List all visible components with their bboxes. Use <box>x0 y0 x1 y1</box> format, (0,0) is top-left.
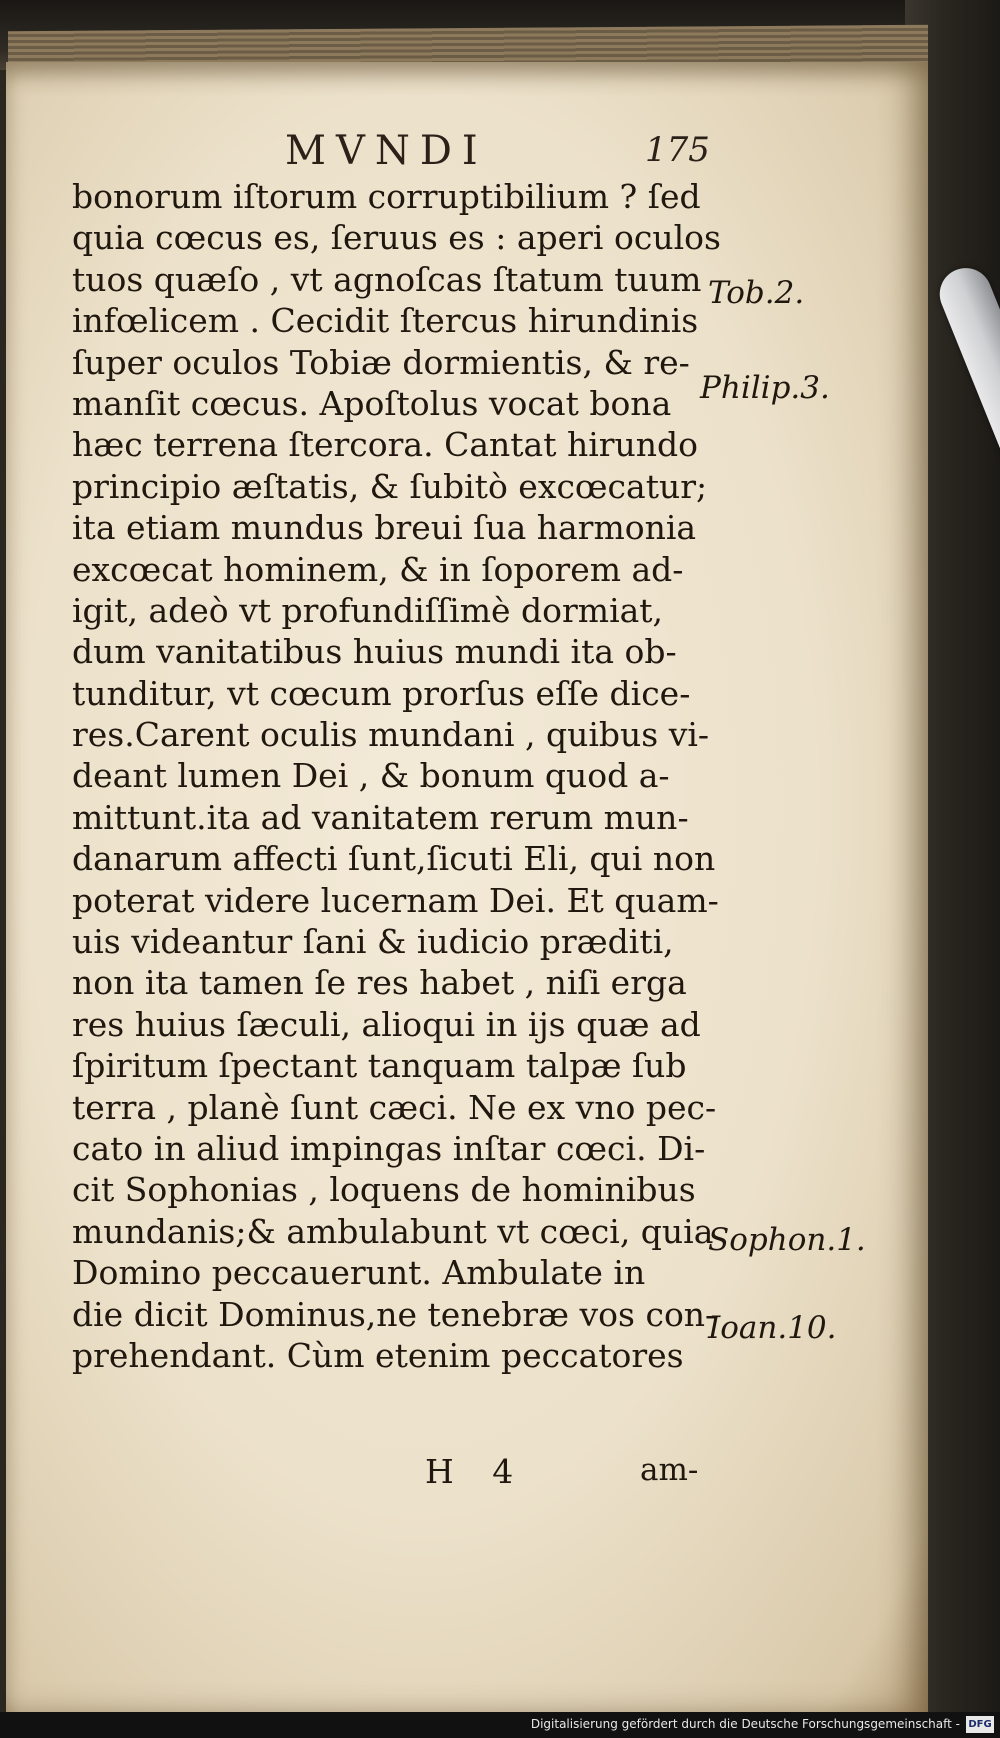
catchword: am- <box>640 1452 699 1488</box>
text-line: infœlicem . Cecidit ſtercus hirundinis <box>72 301 699 341</box>
signature-mark: H 4 <box>425 1452 528 1491</box>
margin-note-philip: Philip.3. <box>700 370 830 406</box>
margin-note-sophon: Sophon.1. <box>708 1222 866 1258</box>
credit-text: Digitalisierung gefördert durch die Deutsche Forschungsgemeinschaft - <box>530 1717 960 1731</box>
text-line: deant lumen Dei , & bonum quod a- <box>72 756 670 796</box>
text-line: mittunt.ita ad vanitatem rerum mun- <box>72 797 689 837</box>
text-line: hæc terrena ſtercora. Cantat hirundo <box>72 425 699 465</box>
text-line: cit Sophonias , loquens de hominibus <box>72 1170 696 1210</box>
text-line: prehendant. Cùm etenim peccatores <box>72 1335 684 1375</box>
text-line: dum vanitatibus huius mundi ita ob- <box>72 632 677 672</box>
text-line: excœcat hominem, & in ſoporem ad- <box>72 549 684 589</box>
text-line: uis videantur ſani & iudicio præditi, <box>72 922 674 962</box>
text-line: terra , planè ſunt cæci. Ne ex vno pec- <box>72 1087 717 1127</box>
text-line: quia cœcus es, ſeruus es : aperi oculos <box>72 218 721 258</box>
text-line: Domino peccauerunt. Ambulate in <box>72 1253 646 1293</box>
margin-note-tob: Tob.2. <box>708 275 805 311</box>
text-line: tuos quæſo , vt agnoſcas ſtatum tuum <box>72 259 702 299</box>
text-line: bonorum iſtorum corruptibilium ? ſed <box>72 177 701 216</box>
page-number: 175 <box>645 130 710 170</box>
text-line: poterat videre lucernam Dei. Et quam- <box>72 880 719 920</box>
text-line: ita etiam mundus breui ſua harmonia <box>72 508 697 548</box>
text-line: res huius ſæculi, alioqui in ijs quæ ad <box>72 1004 701 1044</box>
text-line: ſuper oculos Tobiæ dormientis, & re- <box>72 342 690 382</box>
text-line: cato in aliud impingas inſtar cœci. Di- <box>72 1128 706 1168</box>
credit-bar <box>0 1712 1000 1738</box>
text-line: ſpiritum ſpectant tanquam talpæ ſub <box>72 1046 687 1086</box>
text-line: die dicit Dominus,ne tenebræ vos con- <box>72 1294 717 1334</box>
text-line: tunditur, vt cœcum prorſus eſſe dice- <box>72 673 691 713</box>
page-header <box>0 128 1000 174</box>
text-line: manſit cœcus. Apoſtolus vocat bona <box>72 383 672 423</box>
body-text <box>72 176 721 1376</box>
text-line: principio æſtatis, & ſubitò excœcatur; <box>72 466 708 506</box>
text-line: non ita tamen ſe res habet , niſi erga <box>72 963 687 1003</box>
text-line: danarum affecti ſunt,ſicuti Eli, qui non <box>72 839 716 879</box>
dfg-logo: DFG <box>966 1716 994 1733</box>
text-line: res.Carent oculis mundani , quibus vi- <box>72 715 710 755</box>
running-title: MVNDI <box>285 128 488 174</box>
page-footer <box>0 1452 1000 1502</box>
text-line: mundanis;& ambulabunt vt cœci, quia <box>72 1211 714 1251</box>
text-line: igit, adeò vt profundiſſimè dormiat, <box>72 590 664 630</box>
margin-note-ioan: Ioan.10. <box>708 1310 837 1346</box>
